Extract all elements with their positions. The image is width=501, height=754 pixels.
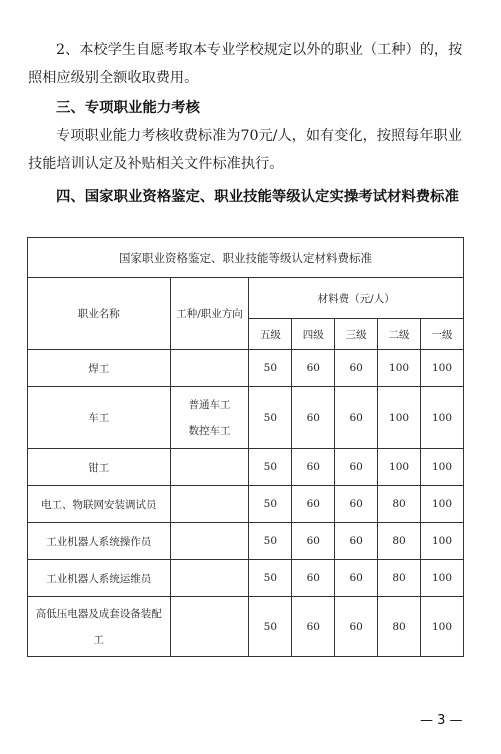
occupation-name: 车工 (28, 387, 171, 449)
header-job-type: 工种/职业方向 (170, 278, 249, 350)
fee-level-1: 100 (421, 486, 464, 523)
paragraph-special-ability-fee: 专项职业能力考核收费标准为70元/人，如有变化，按照每年职业技能培训认定及补贴相关文件标准执行。 (28, 128, 462, 172)
fee-level-2: 80 (378, 597, 421, 657)
fee-level-2: 80 (378, 560, 421, 597)
fee-level-3: 60 (335, 387, 378, 449)
section-4-heading: 四、国家职业资格鉴定、职业技能等级认定实操考试材料费标准 (56, 189, 459, 205)
header-level-3: 三级 (335, 319, 378, 350)
table-row (28, 523, 464, 560)
fee-level-1: 100 (421, 449, 464, 486)
occupation-name-line: 高低压电器及成套设备装配 (35, 607, 162, 620)
fee-level-3: 60 (335, 486, 378, 523)
job-type (170, 350, 249, 387)
fee-level-4: 60 (292, 560, 335, 597)
occupation-name (28, 597, 171, 657)
fee-level-5: 50 (249, 387, 292, 449)
fee-level-1: 100 (421, 350, 464, 387)
fee-level-1: 100 (421, 523, 464, 560)
fee-level-2: 80 (378, 523, 421, 560)
occupation-name: 钳工 (28, 449, 171, 486)
job-type (170, 560, 249, 597)
fee-level-3: 60 (335, 560, 378, 597)
table-caption: 国家职业资格鉴定、职业技能等级认定材料费标准 (28, 238, 464, 278)
job-type (170, 597, 249, 657)
fee-level-4: 60 (292, 449, 335, 486)
fee-level-2: 100 (378, 350, 421, 387)
fee-level-2: 80 (378, 486, 421, 523)
table-row (28, 560, 464, 597)
fee-level-5: 50 (249, 449, 292, 486)
table-row (28, 486, 464, 523)
paragraph-fee-outside-major: 2、本校学生自愿考取本专业学校规定以外的职业（工种）的，按照相应级别全额收取费用。 (28, 42, 463, 86)
fee-level-5: 50 (249, 350, 292, 387)
header-material-fee: 材料费（元/人） (249, 278, 464, 319)
fee-level-2: 100 (378, 387, 421, 449)
material-fee-table (27, 237, 464, 657)
fee-level-5: 50 (249, 486, 292, 523)
page-number: — 3 — (420, 713, 463, 728)
fee-level-3: 60 (335, 597, 378, 657)
fee-level-2: 100 (378, 449, 421, 486)
job-type (170, 449, 249, 486)
fee-level-4: 60 (292, 486, 335, 523)
fee-level-3: 60 (335, 449, 378, 486)
header-occupation-name: 职业名称 (28, 278, 171, 350)
job-type (170, 486, 249, 523)
fee-level-3: 60 (335, 523, 378, 560)
fee-level-4: 60 (292, 597, 335, 657)
job-type-line: 普通车工 (188, 398, 231, 411)
header-level-2: 二级 (378, 319, 421, 350)
table-row (28, 597, 464, 657)
job-type (170, 523, 249, 560)
header-level-1: 一级 (421, 319, 464, 350)
occupation-name: 工业机器人系统操作员 (28, 523, 171, 560)
table-row (28, 387, 464, 449)
fee-level-4: 60 (292, 387, 335, 449)
occupation-name-line: 工 (93, 633, 105, 646)
job-type (170, 387, 249, 449)
job-type-line: 数控车工 (188, 424, 231, 437)
fee-level-1: 100 (421, 597, 464, 657)
fee-level-4: 60 (292, 523, 335, 560)
section-3-heading: 三、专项职业能力考核 (56, 100, 200, 116)
occupation-name: 工业机器人系统运维员 (28, 560, 171, 597)
header-level-4: 四级 (292, 319, 335, 350)
fee-level-1: 100 (421, 560, 464, 597)
occupation-name: 电工、物联网安装调试员 (28, 486, 171, 523)
table-row (28, 449, 464, 486)
header-level-5: 五级 (249, 319, 292, 350)
occupation-name: 焊工 (28, 350, 171, 387)
fee-level-3: 60 (335, 350, 378, 387)
fee-level-5: 50 (249, 597, 292, 657)
fee-level-1: 100 (421, 387, 464, 449)
fee-level-5: 50 (249, 560, 292, 597)
fee-level-5: 50 (249, 523, 292, 560)
table-row (28, 350, 464, 387)
fee-level-4: 60 (292, 350, 335, 387)
